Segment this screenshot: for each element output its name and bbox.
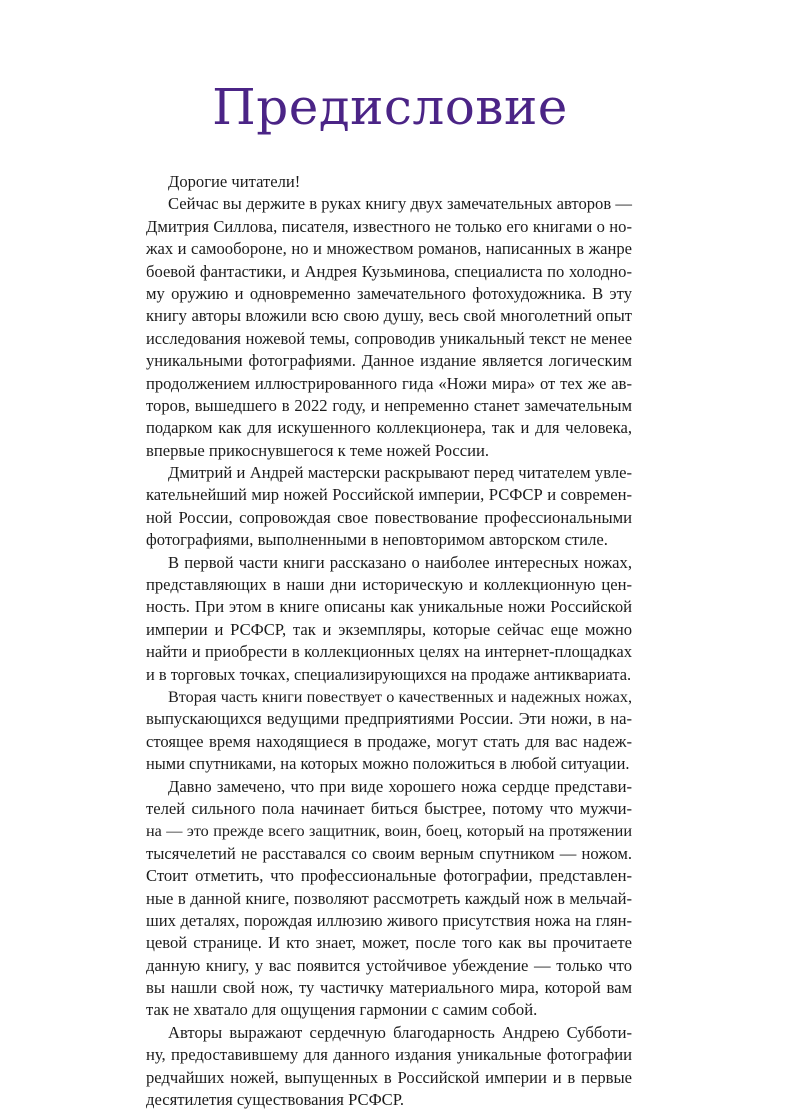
text-line: редчайших ножей, выпущенных в Российской империи и в первые bbox=[146, 1067, 632, 1087]
text-line: исследования ножевой темы, сопроводив уникальный текст не менее bbox=[146, 328, 632, 348]
text-line: найти и приобрести в коллекционных целях на интернет-площадках bbox=[146, 642, 632, 662]
text-line: тысячелетий не расставался со своим верным спутником — ножом. bbox=[146, 843, 632, 863]
text-line: продолжением иллюстрированного гида «Ножи мира» от тех же ав- bbox=[146, 373, 632, 393]
text-line: ну, предоставившему для данного издания уникальные фотографии bbox=[146, 1045, 632, 1065]
text-line: фотографиями, выполненными в неповторимом авторском стиле. bbox=[146, 530, 608, 550]
text-line: ность. При этом в книге описаны как уникальные ножи Российской bbox=[146, 597, 632, 617]
text-line: телей сильного пола начинает биться быстрее, потому что мужчи- bbox=[146, 798, 632, 818]
text-line: боевой фантастики, и Андрея Кузьминова, специалиста по холодно- bbox=[146, 261, 632, 281]
text-line: Дорогие читатели! bbox=[168, 172, 301, 191]
text-line: и в торговых точках, специализирующихся на продаже антиквариата. bbox=[146, 664, 632, 684]
text-line: Вторая часть книги повествует о качественных и надежных ножах, bbox=[168, 687, 632, 706]
text-line: книгу авторы вложили всю свою душу, весь свой многолетний опыт bbox=[146, 306, 632, 326]
text-line: Сейчас вы держите в руках книгу двух замечательных авторов — bbox=[168, 194, 632, 214]
text-line: на — это прежде всего защитник, воин, боец, который на протяжении bbox=[146, 822, 632, 841]
text-line: так не хватало для ощущения гармонии с самим собой. bbox=[146, 1000, 538, 1020]
text-line: представляющих в наши дни историческую и коллекционную цен- bbox=[146, 575, 632, 595]
text-line: десятилетия существования РСФСР. bbox=[146, 1090, 405, 1110]
text-line: стоящее время находящиеся в продаже, могут стать для вас надеж- bbox=[146, 731, 632, 751]
text-line: впервые прикоснувшегося к теме ножей России. bbox=[146, 440, 490, 460]
text-line: Стоит отметить, что профессиональные фотографии, представлен- bbox=[146, 866, 632, 886]
text-line: В первой части книги рассказано о наиболее интересных ножах, bbox=[168, 552, 632, 572]
text-line: подарком как для искушенного коллекционера, так и для человека, bbox=[146, 418, 632, 438]
text-line: Давно замечено, что при виде хорошего ножа сердце представи- bbox=[168, 776, 632, 796]
text-line: ших деталях, порождая иллюзию живого присутствия ножа на глян- bbox=[146, 910, 632, 930]
text-line: кательнейший мир ножей Российской империи, РСФСР и современ- bbox=[146, 485, 632, 505]
text-line: вы нашли свой нож, ту частичку материального мира, которой вам bbox=[146, 978, 632, 998]
body-text bbox=[146, 171, 632, 1111]
page-title: Предисловие bbox=[212, 78, 568, 136]
text-line: империи и РСФСР, так и экземпляры, которые сейчас еще можно bbox=[146, 619, 632, 639]
text-line: данную книгу, у вас появится устойчивое убеждение — только что bbox=[146, 955, 632, 975]
text-line: му оружию и одновременно замечательного фотохудожника. В эту bbox=[146, 283, 632, 303]
text-line: выпускающихся ведущими предприятиями России. Эти ножи, в на- bbox=[146, 709, 632, 729]
text-line: торов, вышедшего в 2022 году, и непременно станет замечательным bbox=[146, 395, 632, 415]
text-line: цевой странице. И кто знает, может, после того как вы прочитаете bbox=[146, 933, 632, 953]
text-line: ными спутниками, на которых можно положиться в любой ситуации. bbox=[146, 754, 630, 774]
text-line: ные в данной книге, позволяют рассмотреть каждый нож в мельчай- bbox=[146, 888, 632, 908]
text-line: Дмитрий и Андрей мастерски раскрывают перед читателем увле- bbox=[168, 463, 632, 483]
text-line: ной России, сопровождая свое повествование профессиональными bbox=[146, 507, 632, 527]
text-line: Дмитрия Силлова, писателя, известного не только его книгами о но- bbox=[146, 216, 632, 236]
text-line: Авторы выражают сердечную благодарность Андрею Субботи- bbox=[168, 1022, 632, 1042]
text-line: уникальными фотографиями. Данное издание является логическим bbox=[146, 351, 632, 371]
text-line: жах и самообороне, но и множеством романов, написанных в жанре bbox=[146, 239, 632, 259]
